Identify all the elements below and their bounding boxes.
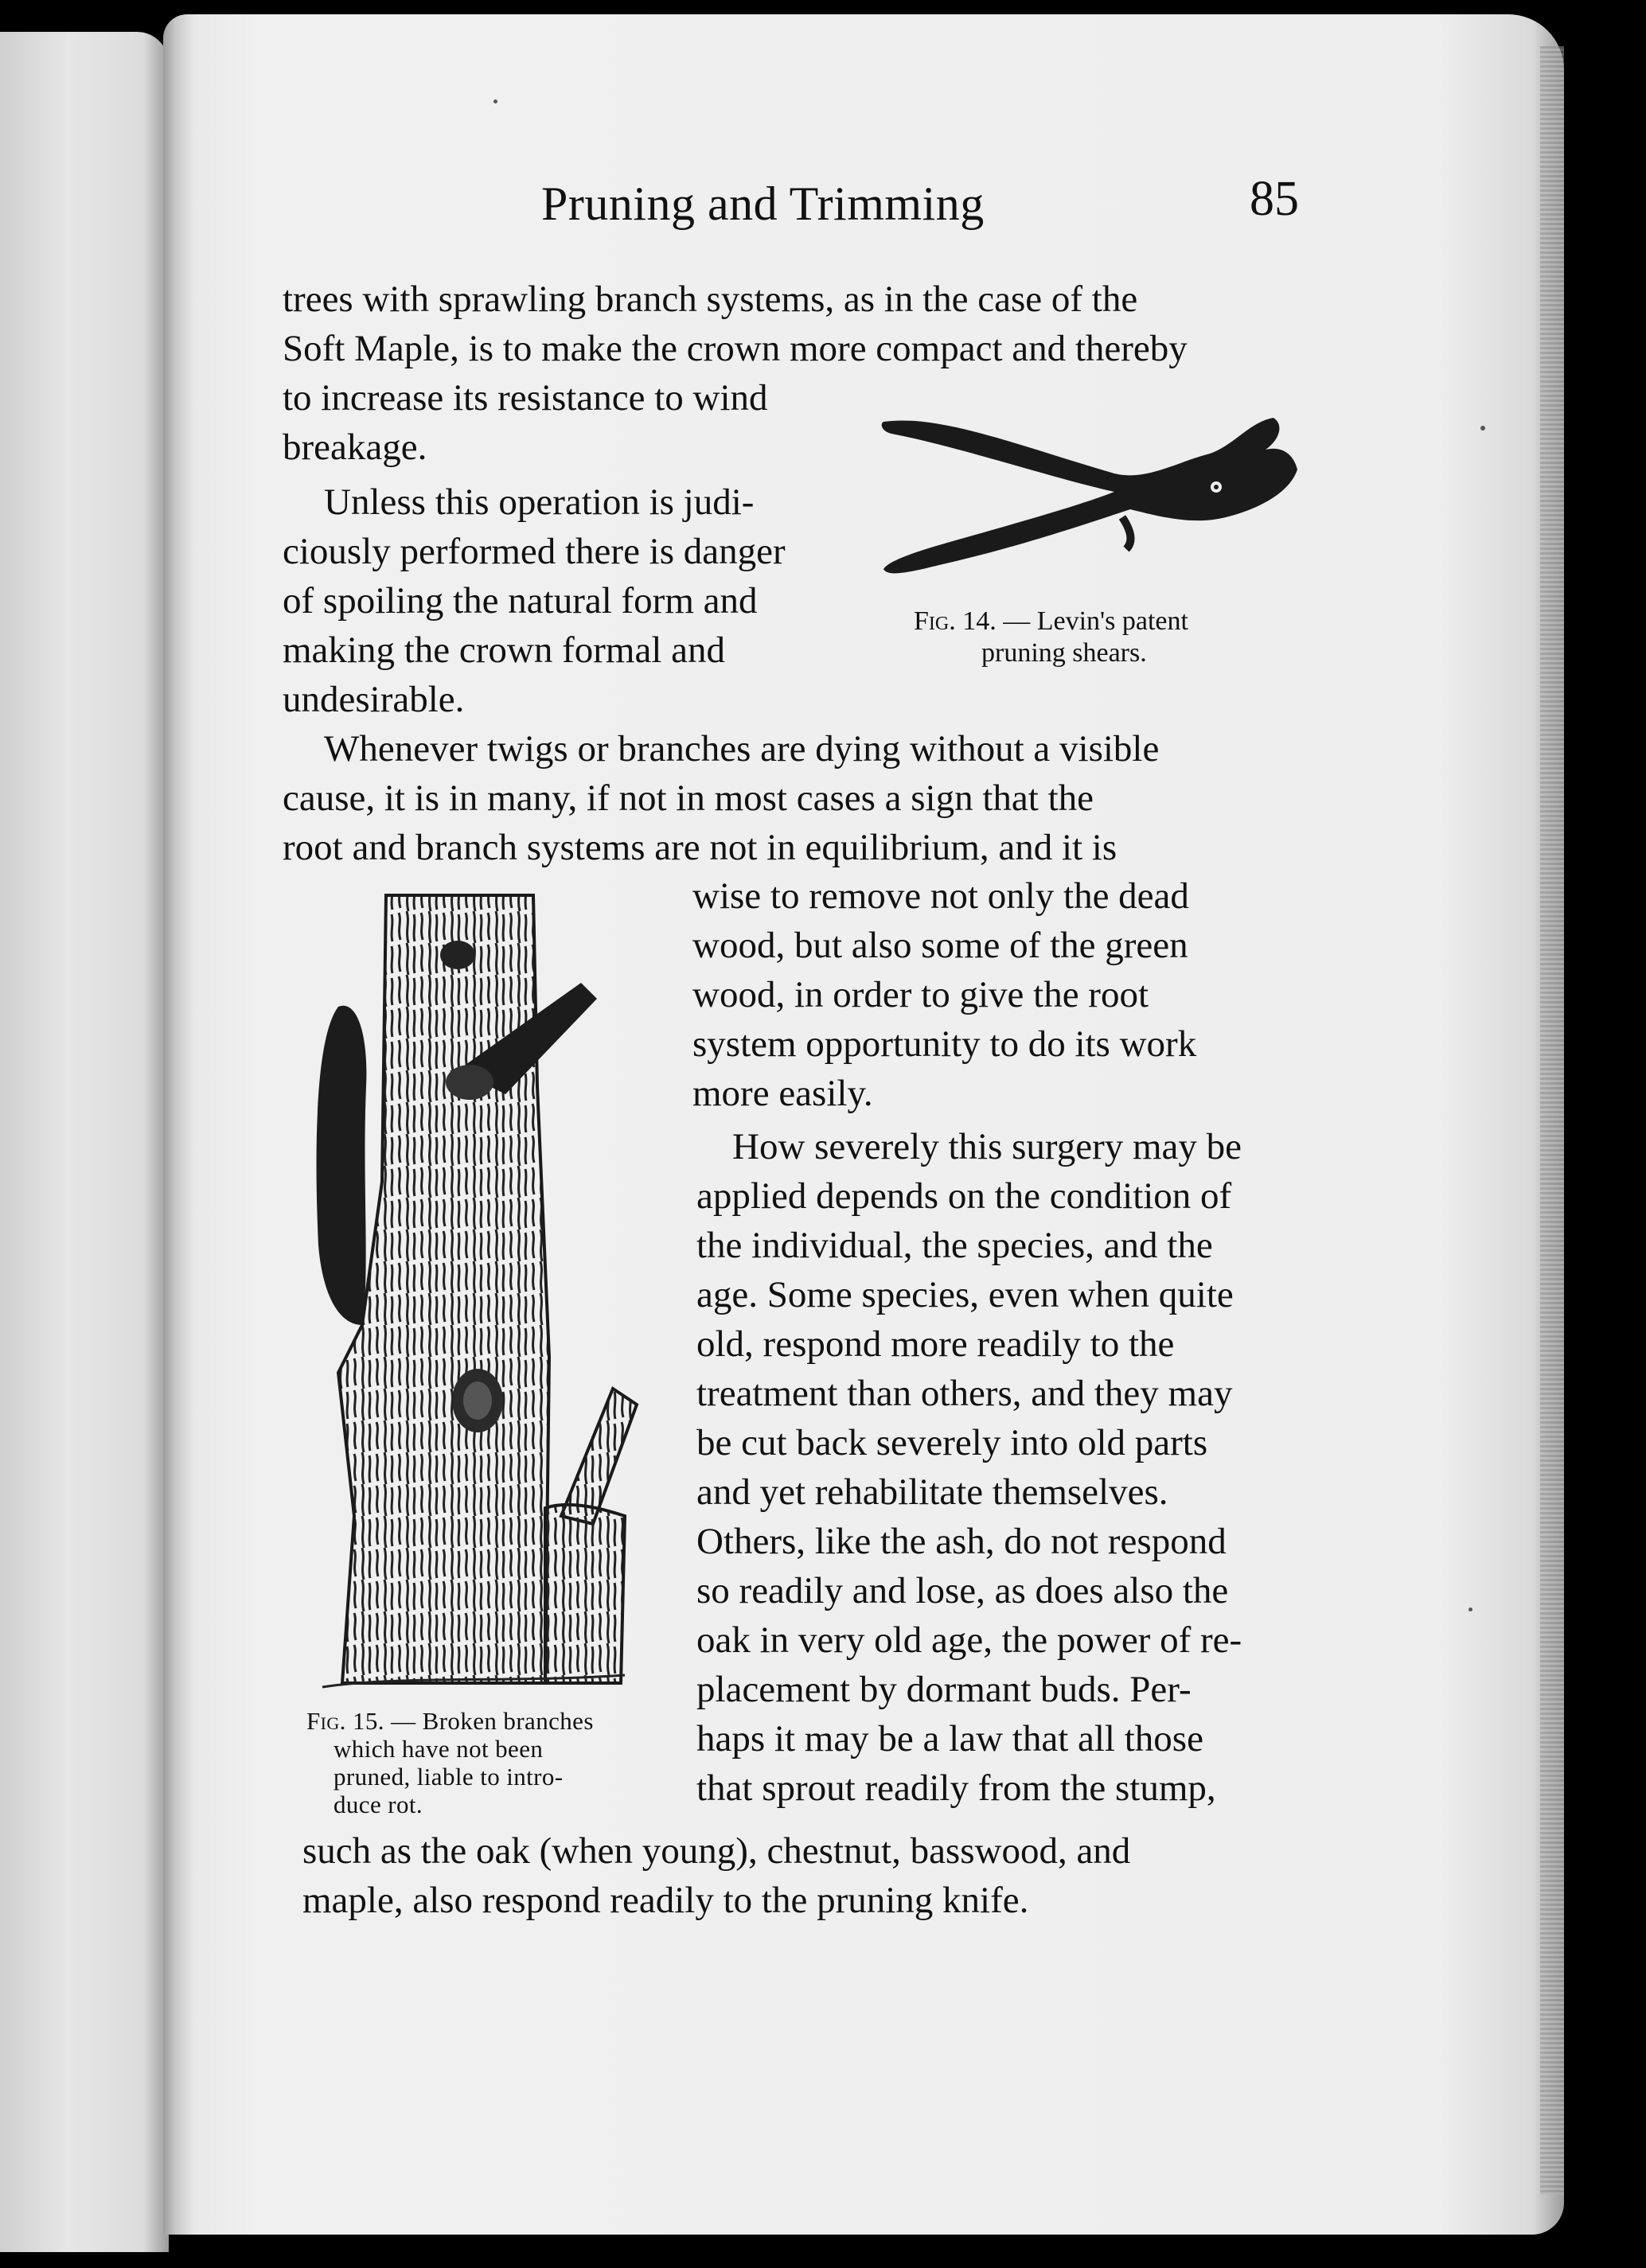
paragraph-dying-twigs-continued [692, 871, 1196, 1118]
text-line: be cut back severely into old parts [696, 1422, 1208, 1463]
text-line: Soft Maple, is to make the crown more compact and thereby [283, 328, 1188, 369]
figure-15-caption-line-1-wrap [306, 1707, 677, 1735]
text-line: How severely this surgery may be [732, 1126, 1242, 1167]
figure-14-caption-line-2-wrap [981, 638, 1147, 668]
text-line: system opportunity to do its work [692, 1023, 1197, 1065]
paragraph-surgery [696, 1122, 1242, 1813]
text-line: wise to remove not only the dead [692, 875, 1189, 917]
figure-15-caption-line-2: which have not been [333, 1735, 544, 1763]
text-line: maple, also respond readily to the pruning knife. [302, 1880, 1029, 1921]
scan-speck [1480, 426, 1485, 431]
scan-speck [1469, 1607, 1472, 1611]
text-line: Others, like the ash, do not respond [696, 1521, 1227, 1562]
text-line: applied depends on the condition of [696, 1175, 1232, 1217]
text-line: such as the oak (when young), chestnut, basswood, and [302, 1830, 1131, 1872]
figure-15-caption [306, 1707, 677, 1818]
text-line: oak in very old age, the power of re- [696, 1619, 1242, 1661]
pruning-shears-illustration [876, 398, 1305, 589]
page-number: 85 [1250, 172, 1299, 226]
text-line: the individual, the species, and the [696, 1225, 1213, 1266]
text-line: placement by dormant buds. Per- [696, 1669, 1192, 1710]
running-head-title: Pruning and Trimming [541, 177, 985, 230]
figure-14-caption-line-2: pruning shears. [981, 638, 1147, 668]
figure-15-label: Fig. 15. [306, 1707, 384, 1735]
text-line: wood, in order to give the root [692, 974, 1149, 1015]
page-stack-edge [1540, 46, 1564, 2195]
scan-speck [493, 99, 497, 103]
left-page-edge [0, 32, 169, 2252]
text-line: age. Some species, even when quite [696, 1274, 1234, 1315]
text-line: more easily. [692, 1073, 873, 1114]
figure-15-caption-line-3: pruned, liable to intro- [333, 1763, 564, 1791]
text-line: so readily and lose, as does also the [696, 1570, 1229, 1611]
text-line: and yet rehabilitate themselves. [696, 1471, 1168, 1513]
text-line: undesirable. [283, 679, 465, 720]
figure-14-label: Fig. 14. [914, 606, 997, 636]
figure-15-caption-line-1: — Broken branches [391, 1707, 594, 1735]
broken-branches-tree-illustration [306, 879, 665, 1699]
text-line: to increase its resistance to wind [283, 377, 768, 419]
figure-15-caption-line-4: duce rot. [333, 1791, 423, 1818]
figure-14-caption [914, 606, 1188, 637]
closing-paragraph [302, 1826, 1130, 1925]
text-line: trees with sprawling branch systems, as in the case of the [283, 279, 1138, 320]
text-line: breakage. [283, 427, 427, 468]
text-line: old, respond more readily to the [696, 1323, 1175, 1365]
text-line: Unless this operation is judi- [324, 481, 755, 523]
text-line: cause, it is in many, if not in most cases a sign that the [283, 777, 1094, 819]
text-line: treatment than others, and they may [696, 1373, 1233, 1414]
paragraph-operation [283, 477, 786, 724]
text-line: haps it may be a law that all those [696, 1718, 1203, 1759]
text-line: that sprout readily from the stump, [696, 1767, 1216, 1809]
text-line: ciously performed there is danger [283, 531, 786, 572]
text-line: of spoiling the natural form and [283, 580, 758, 622]
text-line: making the crown formal and [283, 629, 725, 671]
figure-14-caption-line-1: — Levin's patent [1003, 606, 1188, 636]
text-line: wood, but also some of the green [692, 925, 1188, 966]
paragraph-dying-twigs [283, 724, 1159, 872]
text-line: root and branch systems are not in equilibrium, and it is [283, 827, 1117, 868]
text-line: Whenever twigs or branches are dying without a visible [324, 728, 1160, 770]
